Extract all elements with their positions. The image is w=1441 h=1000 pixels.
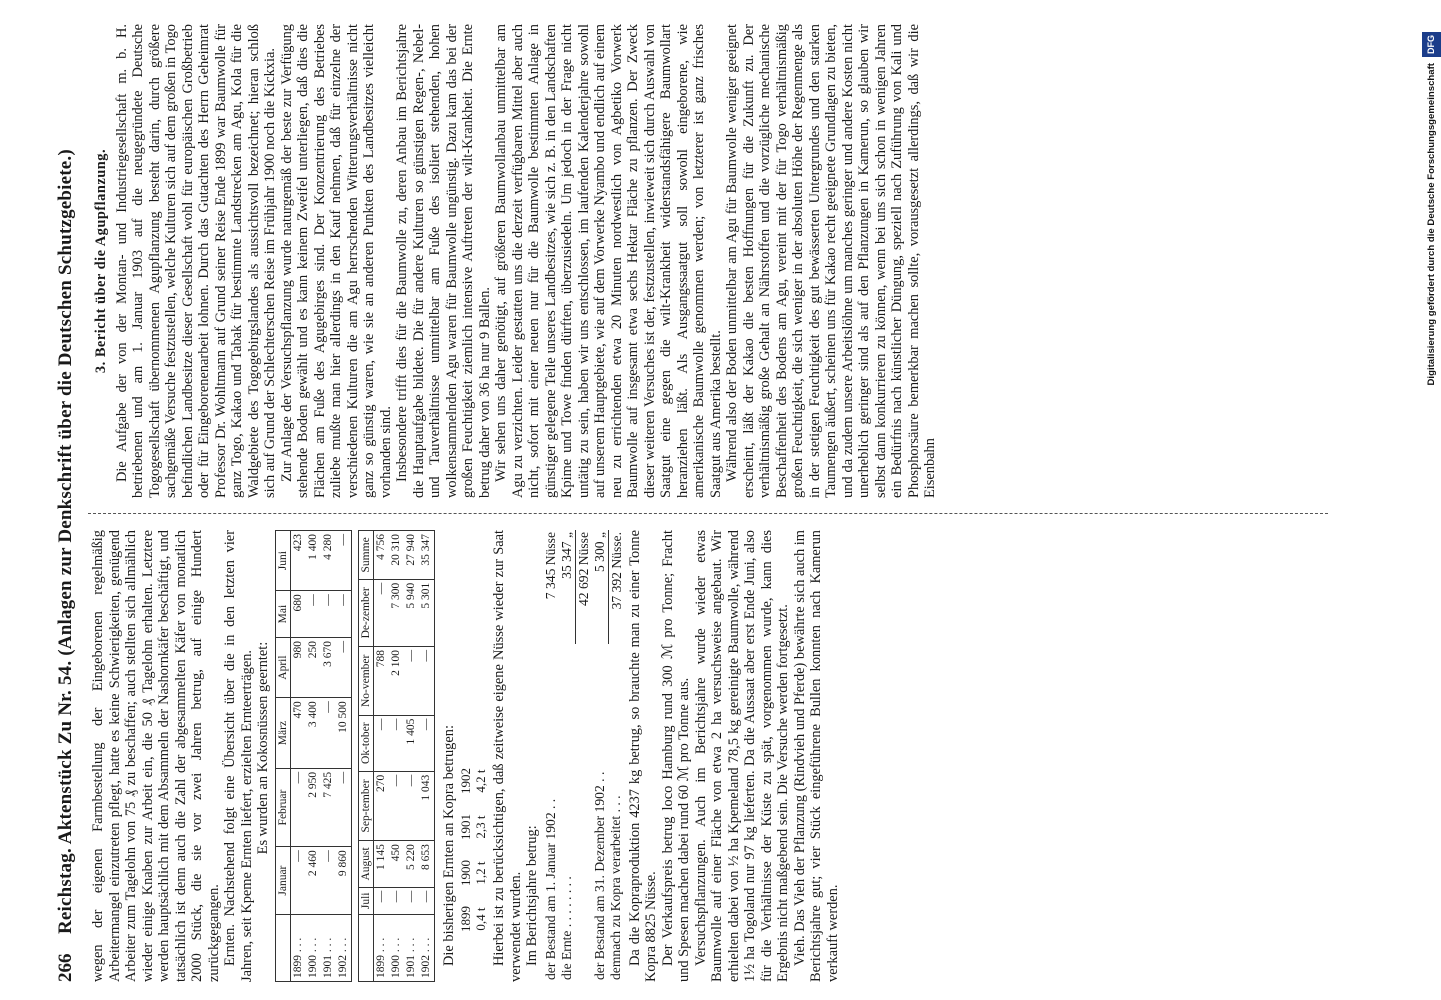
table-cell: 5 940 [404, 579, 419, 646]
table-cell: 1902 . . . [336, 915, 352, 982]
column-divider [88, 513, 1328, 514]
table-cell: — [373, 887, 389, 914]
table-header: Juni [275, 531, 290, 591]
paragraph-baumwolle: Insbesondere trifft dies für die Baumwolle zu, deren Anbau im Berichtsjahre die Hauptaufgabe bildete. Die für andere Kulturen so günstigen Regen-, Nebel- und Tauverhältnisse unmittelbar am Fuße des isoliert stehenden, hohen wolkensammelnden Agu waren für Baumwolle ungünstig. Dazu kam das bei der großen Feuchtigkeit ziemlich intensive Auftreten der wilt-Krankheit. Die Ernte betrug daher von 36 ha nur 9 Ballen. [394, 24, 493, 498]
table-cell: — [290, 768, 306, 846]
table-cell: — [321, 847, 336, 915]
table-header: De-zember [358, 579, 373, 646]
table-row [373, 531, 389, 982]
table-cell: — [336, 591, 352, 638]
table-cell: 1900 . . . [306, 915, 321, 982]
dfg-logo: DFG [1422, 32, 1441, 57]
table-cell: 423 [290, 531, 306, 591]
paragraph-vieh: Vieh. Das Vieh der Pflanzung (Rindvieh und Pferde) bewährte sich auch im Berichtsjahre gut; vier Stück eingeführene Bullen konnten nach Kamerun verkauft werden. [791, 530, 841, 982]
paragraph-versuche: Wir sehen uns daher genötigt, auf größeren Baumwollanbau unmittelbar am Agu zu verzichten. Leider gestatten uns die derzeit verfügbaren Mittel aber auch nicht, sofort mit einer neuen nur für die Baumwolle bestimmten Anlage in günstiger gelegene Teile unseres Landbesitzes, wie sich z. B. in den Landschaften Kpime und Towe finden dürften, überzusiedeln. Um jedoch in der Frage nicht untätig zu sein, haben wir uns entschlossen, im laufenden Kalenderjahre sowohl auf unserem Hauptgebiete, wie auf dem Vorwerke Nyambo und endlich auf einem neu zu errichtenden etwa 20 Minuten nordwestlich von Agbetiko Vorwerk Baumwolle auf insgesamt etwa sechs Hektar Fläche zu pflanzen. Der Zweck dieser weiteren Versuches ist der, festzustellen, inwieweit sich durch Auswahl von Saatgut eine gegen die wilt-Krankheit widerstandsfähigere Baumwollart heranziehen läßt. Als Ausgangssaatgut soll sowohl eingeborene, wie amerikanische Baumwolle genommen werden; von letzterer ist ganz frisches Saatgut aus Amerika bestellt. [493, 24, 724, 498]
document-page [52, 24, 1437, 982]
table-cell: — [389, 887, 404, 914]
kopra-table [458, 758, 488, 942]
table-cell: 2 950 [306, 768, 321, 846]
table-header: No-vember [358, 646, 373, 715]
table-cell: 5 220 [404, 841, 419, 888]
table-cell: 2 100 [389, 646, 404, 715]
table-cell: 20 310 [389, 531, 404, 580]
bestand-label [575, 644, 592, 982]
table-header: August [358, 841, 373, 888]
table-cell: 1 405 [404, 715, 419, 771]
table-cell: 1901 . . . [321, 915, 336, 982]
table-cell: — [321, 591, 336, 638]
paragraph-anlage: Zur Anlage der Versuchspflanzung wurde naturgemäß der beste zur Verfügung stehende Boden gewählt und es kann keinem Zweifel unterliegen, daß dies die Flächen am Fuße des Agugebirges sind. Der Konzentrierung des Betriebes zuliebe mußte man hier allerdings in den Kauf nehmen, daß für einzelne der verschiedenen Kulturen die am Agu herrschenden Witterungsverhältnisse nicht ganz so günstig waren, wie sie an anderen Punkten des Landbesitzes vielleicht vorhanden sind. [278, 24, 394, 498]
paragraph-arbeiter: wegen der eigenen Farmbestellung der Eingeborenen regelmäßig Arbeitermangel einzutreten pflegt, hatte es keine Schwierigkeiten, genügend Arbeiter zum Tagelohn von 75 ₰ zu beschaffen; auch stellten sich allmählich wieder einige Knaben zur Arbeit ein, die 50 ₰ Tagelohn erhalten. Letztere werden hauptsächlich mit dem Absammeln der Nashornkäfer beschäftigt, und tatsächlich ist denn auch die Zahl der abgesammelten Käfer von monatlich 2000 Stück, die sie vor zwei Jahren betrug, auf einige Hundert zurückgegangen. [90, 530, 222, 982]
table-cell: — [419, 887, 435, 914]
table-cell: — [373, 579, 389, 646]
bestand-label: demnach zu Kopra verarbeitet . . . [608, 795, 624, 980]
table-cell: 8 653 [419, 841, 435, 888]
kopra-value: 1,2 t [473, 861, 488, 885]
table-cell: 1899 . . . [373, 915, 389, 982]
table-header: Mai [275, 591, 290, 638]
table-header: Juli [358, 887, 373, 914]
bestand-table [543, 530, 625, 982]
bestand-value: 42 692 Nüsse [575, 530, 592, 644]
table-cell: 9 860 [336, 847, 352, 915]
table-row [306, 531, 321, 982]
paragraph-ernten: Ernten. Nachstehend folgt eine Übersicht über die in den letzten vier Jahren, seit Kpeme Ernten liefert, erzielten Ernteerträgen. [222, 530, 255, 982]
table-cell: 270 [373, 771, 389, 840]
bestand-value: 7 345 Nüsse [542, 532, 558, 600]
bestand-row [592, 530, 609, 982]
paragraph-verkaufspreis: Der Verkaufspreis betrug loco Hamburg rund 300 ℳ pro Tonne; Fracht und Spesen machen dabei rund 60 ℳ pro Tonne aus. [659, 530, 692, 982]
table-cell: — [404, 771, 419, 840]
left-column [90, 530, 841, 982]
table-cell: 250 [306, 637, 321, 697]
table-cell: — [419, 715, 435, 771]
table-cell: — [336, 637, 352, 697]
bestand-label: der Bestand am 31. Dezember 1902 . . [591, 771, 607, 980]
kopra-value: 0,4 t [473, 907, 488, 931]
kopra-value: 2,3 t [473, 815, 488, 839]
table-header: Sep-tember [358, 771, 373, 840]
page-number: 266 [55, 953, 76, 982]
table-header: Januar [275, 847, 290, 915]
table-cell: 2 460 [306, 847, 321, 915]
table-cell: — [290, 847, 306, 915]
table-cell: 1 043 [419, 771, 435, 840]
page-header [52, 24, 82, 982]
table-row [419, 531, 435, 982]
table-cell: 4 756 [373, 531, 389, 580]
bestand-row [559, 530, 576, 982]
table-cell: — [419, 646, 435, 715]
table-cell: 3 670 [321, 637, 336, 697]
table-header: Ok-tober [358, 715, 373, 771]
harvest-table-jan-jun [275, 530, 352, 982]
table-cell: 1 400 [306, 531, 321, 591]
section-heading: 3. Bericht über die Agupflanzung. [93, 148, 109, 374]
footer-text: Digitalisierung gefördert durch die Deutsche Forschungsgemeinschaft [1426, 63, 1437, 386]
table-row [404, 531, 419, 982]
table-cell: 5 301 [419, 579, 435, 646]
table-cell: 27 940 [404, 531, 419, 580]
table-header [358, 915, 373, 982]
paragraph-berichtsjahr: Im Berichtsjahre betrug: [524, 825, 540, 966]
table-cell: 1901 . . . [404, 915, 419, 982]
table-cell: 980 [290, 637, 306, 697]
table-cell: — [373, 715, 389, 771]
harvest-table-jul-dec [358, 530, 435, 982]
table-cell: 10 500 [336, 698, 352, 769]
table-cell: 7 300 [389, 579, 404, 646]
paragraph-versuchspflanzungen: Versuchspflanzungen. Auch im Berichtsjahre wurde wieder etwas Baumwolle auf einer Fläche von etwa 2 ha versuchsweise angebaut. Wir erhielten dabei von ½ ha Kpemeland 78,5 kg gereinigte Baumwolle, während 1½ ha Togoland nur 97 kg lieferten. Da die Aussaat aber erst Ende Juni, also für die Verhältnisse der Küste zu spät, vorgenommen wurde, kann dies Ergebnis nicht maßgebend sein. Die Versuche werden fortgesetzt. [692, 530, 791, 982]
table-intro: Es wurden an Kokosnüssen geerntet: [255, 641, 271, 855]
paragraph-kakao: Während also der Boden unmittelbar am Agu für Baumwolle weniger geeignet erscheint, läßt der Kakao die besten Hoffnungen für die Zukunft zu. Der verhältnismäßig große Gehalt an Nährstoffen und die vorzügliche mechanische Beschaffenheit des Bodens am Agu, vereint mit der für Togo verhältnismäßig großen Feuchtigkeit, die sich weniger in der absoluten Höhe der Regenmenge als in der stetigen Feuchtigkeit des gut bewässerten Untergrundes und den starken Taumengen äußert, scheinen uns für Kakao recht geeignete Grundlagen zu bieten, und da zudem unsere Arbeitslöhne um manches geringer und andere Kosten nicht unerheblich geringer sind als auf den Pflanzungen in Kamerun, so glauben wir selbst dann konkurrieren zu können, wenn bei uns sich schon in wenigen Jahren ein Bedürfnis nach künstlicher Düngung, speziell nach Zuführung von Kali und Phosphorsäure bemerkbar machen sollte, vorausgesetzt allerdings, daß wir die Eisenbahn [724, 24, 938, 498]
table-cell: 4 280 [321, 531, 336, 591]
table-cell: — [321, 698, 336, 769]
kopra-year: 1901 [458, 814, 473, 840]
table-cell: — [336, 768, 352, 846]
table-cell: 1902 . . . [419, 915, 435, 982]
table-cell: — [404, 887, 419, 914]
digitization-footer [1422, 24, 1441, 982]
kopra-year: 1899 [458, 906, 473, 932]
table-cell: 1 145 [373, 841, 389, 888]
table-cell: — [404, 646, 419, 715]
kopra-intro: Die bisherigen Ernten an Kopra betrugen: [440, 725, 457, 966]
bestand-value: 35 347 „ [558, 532, 574, 579]
table-header: Summe [358, 531, 373, 580]
kopra-year: 1902 [458, 768, 473, 794]
table-row [336, 531, 352, 982]
table-header: März [275, 698, 290, 769]
table-row [321, 531, 336, 982]
table-cell: — [389, 715, 404, 771]
bestand-value: 5 300 „ [591, 532, 607, 573]
table-cell: 680 [290, 591, 306, 638]
kopra-value: 4,2 t [473, 769, 488, 793]
paragraph-saat: Hierbei ist zu berücksichtigen, daß zeitweise eigene Nüsse wieder zur Saat verwendet wurden. [491, 530, 524, 982]
table-header [275, 915, 290, 982]
table-cell: 450 [389, 841, 404, 888]
table-row [290, 531, 306, 982]
table-cell: — [306, 591, 321, 638]
table-cell: — [336, 531, 352, 591]
table-header: Februar [275, 768, 290, 846]
kopra-year: 1900 [458, 860, 473, 886]
table-cell: 1899 . . . [290, 915, 306, 982]
bestand-row [543, 530, 559, 982]
page-title: Reichstag. Aktenstück Zu Nr. 54. (Anlagen zur Denkschrift über die Deutschen Schutzgebiete.) [55, 149, 76, 934]
table-cell: 35 347 [419, 531, 435, 580]
table-header: April [275, 637, 290, 697]
bestand-row [608, 530, 625, 982]
bestand-row [575, 530, 592, 982]
table-cell: 3 400 [306, 698, 321, 769]
bestand-label: die Ernte . . . . . . . . [558, 876, 574, 980]
table-cell: 7 425 [321, 768, 336, 846]
table-cell: 470 [290, 698, 306, 769]
table-cell: 788 [373, 646, 389, 715]
right-column [90, 24, 939, 498]
table-cell: — [389, 771, 404, 840]
bestand-label: der Bestand am 1. Januar 1902 . . [542, 798, 558, 980]
table-cell: 1900 . . . [389, 915, 404, 982]
table-row [389, 531, 404, 982]
paragraph-kopraproduktion: Da die Kopraproduktion 4237 kg betrug, so brauchte man zu einer Tonne Kopra 8825 Nüsse. [626, 530, 659, 982]
bestand-value: 37 392 Nüsse. [608, 530, 625, 644]
paragraph-aufgabe: Die Aufgabe der von der Montan- und Industriegesellschaft m. b. H. betriebenen und am 1. Januar 1903 auf die neugegründete Deutsche Togogesellschaft übernommenen Agupflanzung besteht darin, durch größere sachgemäße Versuche festzustellen, welche Kulturen sich auf dem großen in Togo befindlichen Landbesitze dieser Gesellschaft wohl für europäischen Großbetrieb oder für Eingeborenenarbeit lohnen. Durch das Gutachten des Herrn Geheimrat Professor Dr. Wohltmann auf Grund seiner Reise Ende 1899 war Baumwolle für ganz Togo, Kakao und Tabak für bestimmte Landstrecken am Agu, Kola für die Waldgebiete des Togogebirgslandes als aussichtsvoll bezeichnet; hieran schloß sich auf Grund der Schlechterschen Reise im Frühjahr 1900 noch die Kickxia. [113, 24, 278, 498]
